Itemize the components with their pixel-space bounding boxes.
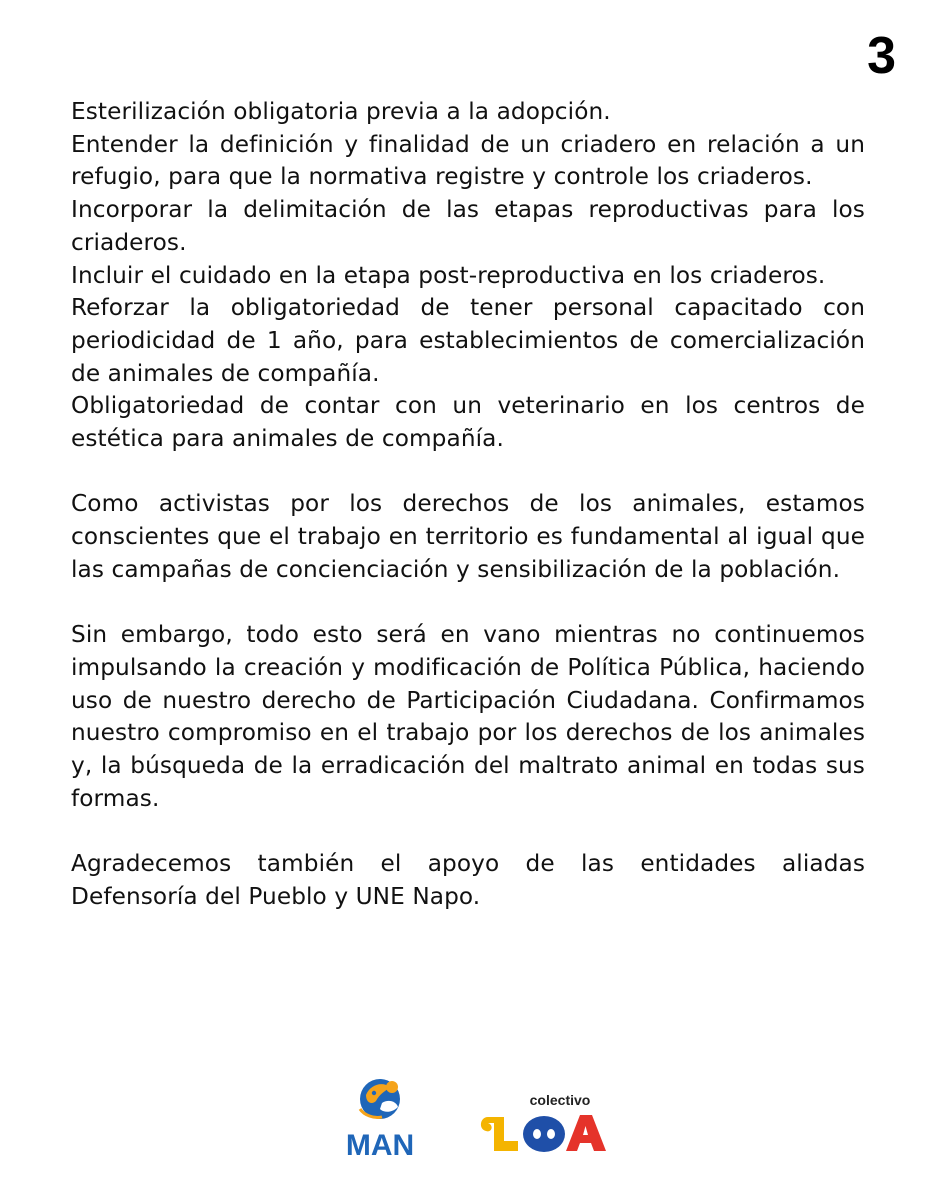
- man-emblem-icon: [360, 1079, 400, 1119]
- list-item: Esterilización obligatoria previa a la adopción.: [71, 98, 611, 125]
- public-policy-paragraph: Sin embargo, todo esto será en vano mientras no continuemos impulsando la creación y modificación de Política Pública, haciendo uso de nuestro derecho de Participación Ciudadana. Confirmamos nuestro compromiso en el trabajo por los derechos de los animales y, la búsqueda de la erradicación del maltrato animal en todas sus formas.: [71, 621, 865, 812]
- man-logo: [330, 1075, 430, 1160]
- document-body: [71, 96, 865, 914]
- loa-letter-a-icon: [566, 1115, 606, 1151]
- list-item: Entender la definición y finalidad de un criadero en relación a un refugio, para que la normativa registre y controle los criaderos.: [71, 130, 865, 191]
- loa-letter-o-icon: [523, 1116, 565, 1152]
- page-number: 3: [867, 27, 896, 85]
- list-item: Obligatoriedad de contar con un veterinario en los centros de estética para animales de compañía.: [71, 392, 865, 453]
- activists-paragraph: Como activistas por los derechos de los animales, estamos conscientes que el trabajo en territorio es fundamental al igual que las campañas de concienciación y sensibilización de la población.: [71, 490, 865, 583]
- loa-logo-small-text: colectivo: [529, 1092, 591, 1108]
- loa-letter-l-icon: [481, 1117, 518, 1151]
- list-item: Incorporar la delimitación de las etapas reproductivas para los criaderos.: [71, 196, 865, 256]
- acknowledgements-paragraph: Agradecemos también el apoyo de las entidades aliadas Defensoría del Pueblo y UNE Napo.: [71, 850, 865, 910]
- list-item: Incluir el cuidado en la etapa post-reproductiva en los criaderos.: [71, 261, 826, 289]
- logos-footer: [0, 1075, 934, 1165]
- man-logo-text: MAN: [345, 1129, 415, 1160]
- list-item: Reforzar la obligatoriedad de tener personal capacitado con periodicidad de 1 año, para establecimientos de comercialización de animales de compañía.: [71, 294, 865, 387]
- colectivo-loa-logo: [474, 1081, 619, 1161]
